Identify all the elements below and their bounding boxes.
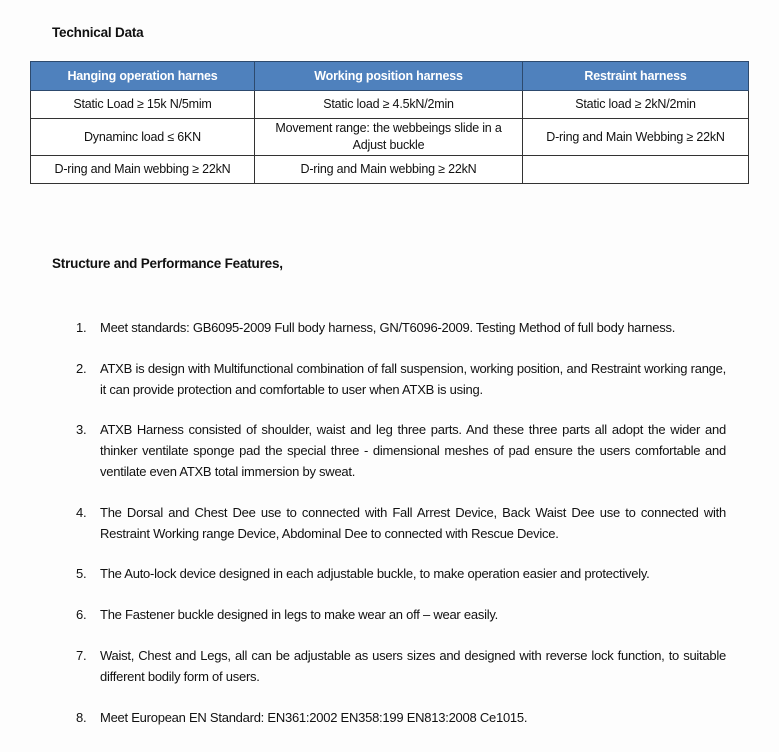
list-item-text: The Dorsal and Chest Dee use to connected with Fall Arrest Device, Back Waist Dee use to connected with Restraint Working range Device, Abdominal Dee to connected with Rescue Device. [100,504,726,541]
list-number: 5. [76,566,87,582]
features-heading: Structure and Performance Features, [52,256,283,271]
list-number: 7. [76,647,87,663]
list-item [0,318,779,339]
table-cell-empty [523,156,749,184]
list-item-text: The Fastener buckle designed in legs to make wear an off – wear easily. [100,607,498,623]
table-cell: Movement range: the webbeings slide in a Adjust buckle [255,119,523,156]
list-item-text: Waist, Chest and Legs, all can be adjustable as users sizes and designed with reverse lock function, to suitable different bodily form of users. [100,647,726,684]
table-cell: Static Load ≥ 15k N/5mim [31,91,255,119]
list-item [0,564,779,585]
features-list [0,318,779,728]
list-item [0,359,779,401]
table-cell: Static load ≥ 4.5kN/2min [255,91,523,119]
technical-data-heading: Technical Data [52,25,144,40]
list-item [0,708,779,729]
table-row [31,119,749,156]
table-cell: D-ring and Main webbing ≥ 22kN [31,156,255,184]
list-number: 4. [76,504,87,520]
list-item [0,503,779,545]
list-item [0,420,779,482]
column-header: Hanging operation harnes [31,62,255,91]
list-item-text: ATXB is design with Multifunctional combination of fall suspension, working position, and Restraint working range, it can provide protection and comfortable to user when ATXB is using. [100,360,726,397]
table-row [31,156,749,184]
list-item-text: Meet European EN Standard: EN361:2002 EN358:199 EN813:2008 Ce1015. [100,709,528,725]
list-item-text: ATXB Harness consisted of shoulder, waist and leg three parts. And these three parts all adopt the wider and thinker ventilate sponge pad the special three - dimensional meshes of pad ensure the users comfortable and ventilate even ATXB total immersion by sweat. [100,422,726,479]
table-cell: D-ring and Main Webbing ≥ 22kN [523,119,749,156]
column-header: Working position harness [255,62,523,91]
list-item-text: Meet standards: GB6095-2009 Full body harness, GN/T6096-2009. Testing Method of full body harness. [100,320,676,335]
table-cell: Static load ≥ 2kN/2min [523,91,749,119]
list-number: 3. [76,422,87,438]
table-header-row [31,62,749,91]
table-cell: Dynaminc load ≤ 6KN [31,119,255,156]
list-item [0,605,779,626]
list-number: 6. [76,607,87,623]
list-item-text: The Auto-lock device designed in each adjustable buckle, to make operation easier and protectively. [100,566,650,582]
table-cell: D-ring and Main webbing ≥ 22kN [255,156,523,184]
list-item [0,646,779,688]
table-row [31,91,749,119]
technical-data-table [30,61,749,184]
list-number: 2. [76,360,87,376]
list-number: 1. [76,320,87,335]
column-header: Restraint harness [523,62,749,91]
list-number: 8. [76,709,87,725]
